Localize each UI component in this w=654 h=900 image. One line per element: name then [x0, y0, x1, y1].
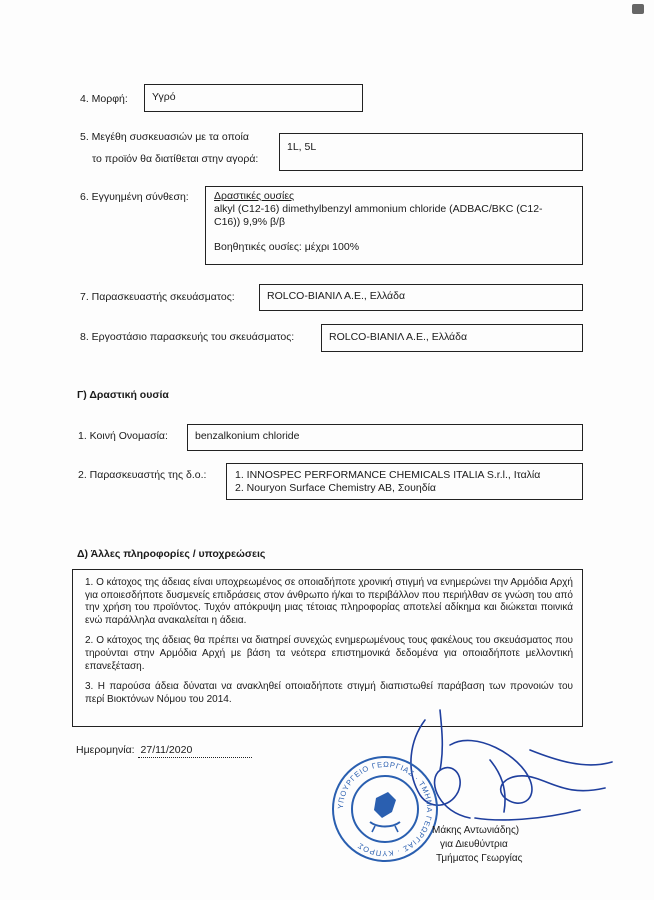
manufacturer-value-box: ROLCO-ΒΙΑΝΙΛ Α.Ε., Ελλάδα	[259, 284, 583, 311]
signatory-role: για Διευθύντρια	[440, 839, 508, 850]
active-substances-title: Δραστικές ουσίες	[214, 190, 295, 202]
common-name-value-box: benzalkonium chloride	[187, 424, 583, 451]
packaging-value-box: 1L, 5L	[279, 133, 583, 171]
packaging-label-line2: το προϊόν θα διατίθεται στην αγορά:	[92, 153, 259, 165]
active-substance-line2: C16)) 9,9% β/β	[214, 216, 286, 228]
official-stamp-image	[330, 752, 440, 867]
composition-label: 6. Εγγυημένη σύνθεση:	[80, 191, 189, 203]
active-substance-line1: alkyl (C12-16) dimethylbenzyl ammonium chloride (ADBAC/BKC (C12-	[214, 203, 543, 215]
stamp-text: ΥΠΟΥΡΓΕΙΟ ΓΕΩΡΓΙΑΣ · ΤΜΗΜΑ ΓΕΩΡΓΙΑΣ · ΚΥΠΡΟΣ	[335, 759, 435, 859]
packaging-label-line1: 5. Μεγέθη συσκευασιών με τα οποία	[80, 131, 249, 143]
obligation-paragraph-1: 1. Ο κάτοχος της άδειας είναι υποχρεωμένος σε οποιαδήποτε χρονική στιγμή να ενημερώνει την Αρμόδια Αρχή για οποιεσδήποτε δυσμενείς επιδράσεις στον άνθρωπο ή/και το περιβάλλον που περιήλθαν σε γνώση του από την χρήση του προϊόντος. Τυχόν απόκρυψη μιας τέτοιας πληροφορίας αποτελεί αδίκημα και διώκεται ποινικά ενώ παράλληλα ανακαλείται η άδεια.	[85, 577, 573, 626]
form-value-box: Υγρό	[144, 84, 363, 112]
scan-edge-mark	[632, 4, 644, 14]
manufacturer-label: 7. Παρασκευαστής σκευάσματος:	[80, 291, 235, 303]
date-value: 27/11/2020	[138, 743, 252, 758]
signatory-name: Μάκης Αντωνιάδης)	[432, 825, 520, 836]
producer-value-box	[226, 463, 583, 500]
signatory-department: Τμήματος Γεωργίας	[436, 853, 523, 864]
composition-box	[205, 186, 583, 265]
producer-item-2: 2. Nouryon Surface Chemistry AB, Σουηδία	[235, 482, 436, 494]
common-name-label: 1. Κοινή Ονομασία:	[78, 430, 168, 442]
producer-label: 2. Παρασκευαστής της δ.ο.:	[78, 469, 207, 481]
obligation-paragraph-3: 3. Η παρούσα άδεια δύναται να ανακληθεί οποιαδήποτε στιγμή διαπιστωθεί παράβαση των προνοιών του περί Βιοκτόνων Νόμου του 2014.	[85, 681, 573, 705]
producer-item-1: 1. INNOSPEC PERFORMANCE CHEMICALS ITALIA S.r.l., Ιταλία	[235, 469, 541, 481]
form-label: 4. Μορφή:	[80, 93, 128, 105]
date-row	[76, 743, 252, 758]
active-substance-heading: Γ) Δραστική ουσία	[77, 389, 169, 401]
date-label: Ημερομηνία:	[76, 744, 135, 756]
auxiliary-substances: Βοηθητικές ουσίες: μέχρι 100%	[214, 241, 360, 253]
obligation-paragraph-2: 2. Ο κάτοχος της άδειας θα πρέπει να διατηρεί συνεχώς ενημερωμένους τους φακέλους του σκευάσματος που τηρούνται στην Αρμόδια Αρχή με βάση τα νεότερα επιστημονικά δεδομένα για οποιαδήποτε μελλοντική επανεξέταση.	[85, 635, 573, 672]
factory-label: 8. Εργοστάσιο παρασκευής του σκευάσματος:	[80, 331, 295, 343]
other-info-heading: Δ) Άλλες πληροφορίες / υποχρεώσεις	[77, 548, 266, 560]
factory-value-box: ROLCO-ΒΙΑΝΙΛ Α.Ε., Ελλάδα	[321, 324, 583, 352]
